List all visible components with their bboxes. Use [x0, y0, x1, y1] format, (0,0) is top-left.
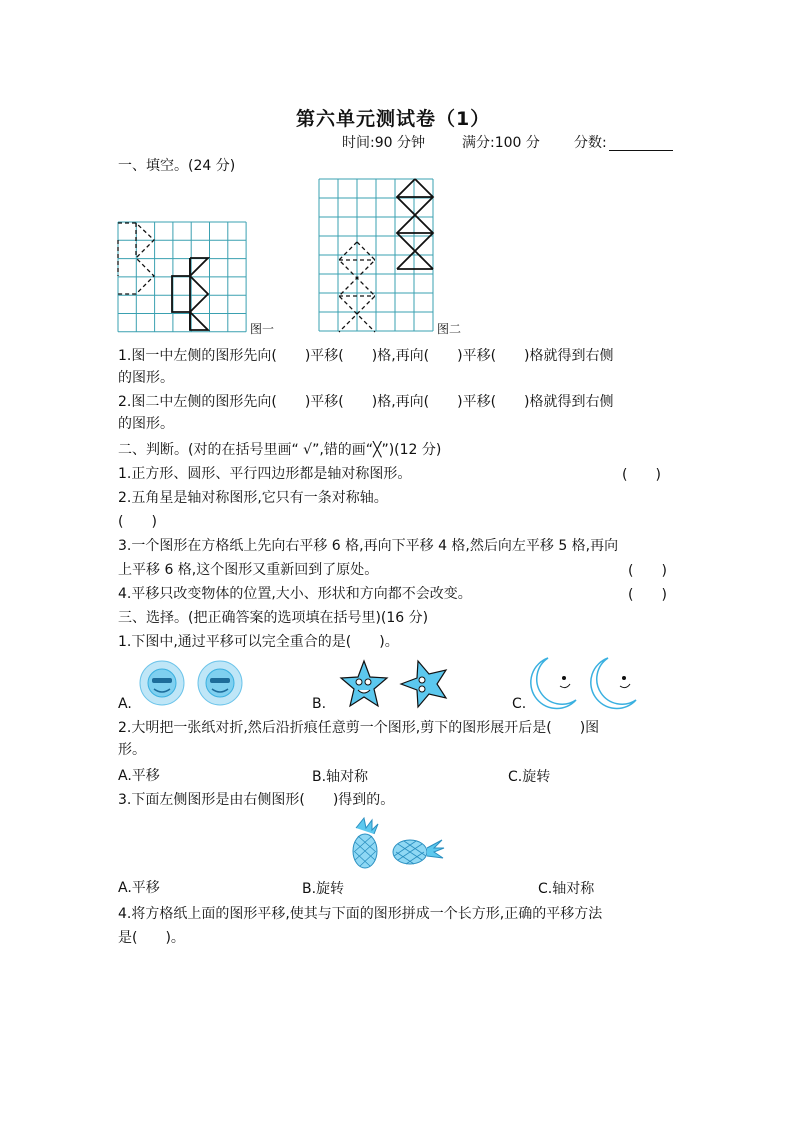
s3-q2-option-a[interactable]: A.平移 — [118, 768, 160, 784]
s3-q1-option-b[interactable]: B. — [312, 696, 327, 712]
section3-heading: 三、选择。(把正确答案的选项填在括号里)(16 分) — [118, 610, 429, 626]
s2-q2: 2.五角星是轴对称图形,它只有一条对称轴。 — [118, 490, 388, 506]
s3-q2-option-c[interactable]: C.旋转 — [508, 769, 551, 785]
s2-q2-answer-box[interactable]: ( ) — [118, 514, 157, 530]
s2-q3-answer-box[interactable]: ( ) — [628, 563, 667, 579]
figure1-right-shape — [172, 258, 208, 330]
s3-q2-line1: 2.大明把一张纸对折,然后沿折痕任意剪一个图形,剪下的图形展开后是( )图 — [118, 720, 600, 736]
s2-q3-line2: 上平移 6 格,这个图形又重新回到了原处。 — [118, 562, 379, 578]
option-c-moons — [528, 656, 648, 710]
pineapple-figures — [346, 818, 446, 870]
s1-q1-line1: 1.图一中左侧的图形先向( )平移( )格,再向( )平移( )格就得到右侧 — [118, 348, 614, 364]
score-blank[interactable] — [609, 134, 673, 151]
pineapple-icon — [353, 818, 378, 868]
s2-q4: 4.平移只改变物体的位置,大小、形状和方向都不会改变。 — [118, 586, 472, 602]
full-score-info: 满分:100 分 — [462, 135, 540, 151]
s3-q1-option-c[interactable]: C. — [512, 696, 527, 712]
s1-q1-line2: 的图形。 — [118, 370, 174, 386]
moon-icon — [531, 658, 576, 708]
s1-q2-line2: 的图形。 — [118, 416, 174, 432]
figure2-label: 图二 — [437, 322, 462, 336]
option-a-suns — [138, 660, 248, 706]
figure1-label: 图一 — [250, 322, 275, 336]
s3-q4-line2: 是( )。 — [118, 930, 185, 946]
sun-icon — [198, 661, 242, 705]
page-title: 第六单元测试卷（1） — [296, 108, 491, 130]
s3-q4-line1: 4.将方格纸上面的图形平移,使其与下面的图形拼成一个长方形,正确的平移方法 — [118, 906, 603, 922]
option-b-stars — [340, 660, 450, 710]
s3-q3-option-a[interactable]: A.平移 — [118, 880, 160, 896]
section2-heading: 二、判断。(对的在括号里画“ √”,错的画“╳”)(12 分) — [118, 442, 442, 458]
s2-q4-answer-box[interactable]: ( ) — [628, 587, 667, 603]
section1-heading: 一、填空。(24 分) — [118, 158, 236, 174]
s2-q1-answer-box[interactable]: ( ) — [622, 467, 661, 483]
star-icon — [401, 661, 446, 707]
s1-q2-line1: 2.图二中左侧的图形先向( )平移( )格,再向( )平移( )格就得到右侧 — [118, 394, 614, 410]
s3-q3-option-b[interactable]: B.旋转 — [302, 881, 345, 897]
star-icon — [341, 661, 387, 706]
moon-icon — [591, 658, 636, 708]
time-info: 时间:90 分钟 — [342, 135, 425, 151]
s2-q1: 1.正方形、圆形、平行四边形都是轴对称图形。 — [118, 466, 412, 482]
figure2-grid — [319, 179, 439, 334]
s3-q3-option-c[interactable]: C.轴对称 — [538, 881, 595, 897]
s2-q3-line1: 3.一个图形在方格纸上先向右平移 6 格,再向下平移 4 格,然后向左平移 5 格,再向 — [118, 538, 619, 554]
s3-q3: 3.下面左侧图形是由右侧图形( )得到的。 — [118, 792, 395, 808]
sun-icon — [140, 661, 184, 705]
s3-q2-option-b[interactable]: B.轴对称 — [312, 769, 369, 785]
s3-q2-line2: 形。 — [118, 742, 146, 758]
s3-q1-option-a[interactable]: A. — [118, 696, 132, 712]
s3-q1: 1.下图中,通过平移可以完全重合的是( )。 — [118, 634, 399, 650]
score-label: 分数: — [574, 135, 607, 151]
pineapple-icon — [393, 840, 444, 864]
figure1-grid — [118, 222, 258, 337]
